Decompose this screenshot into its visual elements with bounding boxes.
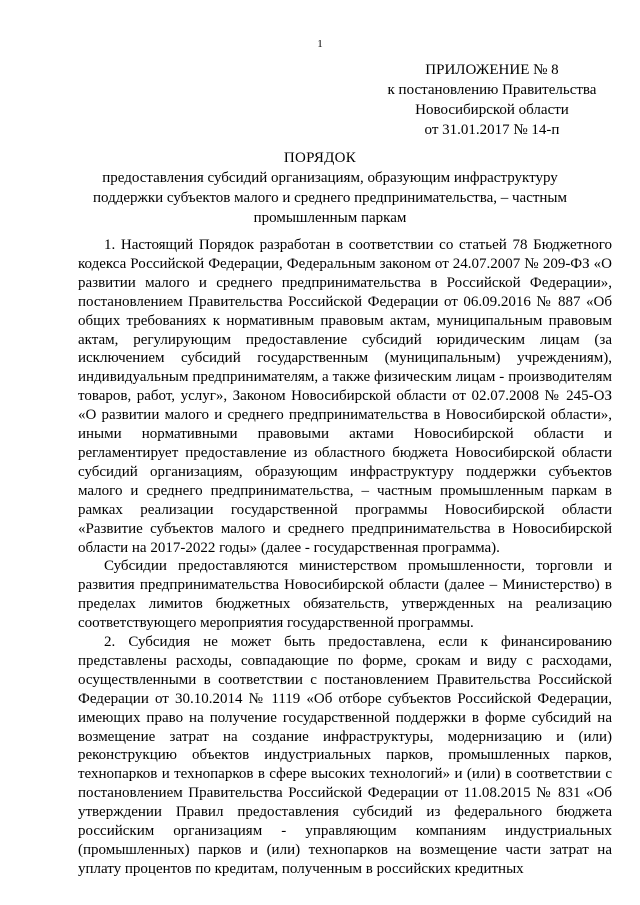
appendix-date-line: от 31.01.2017 № 14-п [424,122,560,138]
appendix-region-line: Новосибирской области [415,102,569,118]
paragraph: 2. Субсидия не может быть предоставлена, если к финансированию представлены расходы, совпадающие по форме, срокам и виду с расходами, осуществленными в соответствии с постановлением Правительства Российской Федерации от 30.10.2014 № 1119 «Об отборе субъектов Российской Федерации, имеющих право на получение государственной поддержки в форме субсидий на возмещение затрат на создание инфраструктуры, модернизацию и (или) реконструкцию объектов индустриальных парков, промышленных парков, технопарков и технопарков в сфере высоких технологий» и (или) в соответствии с постановлением Правительства Российской Федерации от 11.08.2015 № 831 «Об утверждении Правил предоставления субсидий из федерального бюджета российским организациям - управляющим компаниям индустриальных (промышленных) парков и (или) технопарков на возмещение части затрат на уплату процентов по кредитам, полученным в российских кредитных [78,634,612,877]
document-body [78,236,612,879]
appendix-title: ПРИЛОЖЕНИЕ № 8 [425,62,559,78]
paragraph: 1. Настоящий Порядок разработан в соответствии со статьей 78 Бюджетного кодекса Российской Федерации, Федеральным законом от 24.07.2007 № 209-ФЗ «О развитии малого и среднего предпринимательства в Российской Федерации», постановлением Правительства Российской Федерации от 06.09.2016 № 887 «Об общих требованиях к нормативным правовым актам, муниципальным правовым актам, регулирующим предоставление субсидий юридическим лицам (за исключением субсидий государственным (муниципальным) учреждениям), индивидуальным предпринимателям, а также физическим лицам - производителям товаров, работ, услуг», Законом Новосибирской области от 02.07.2008 № 245-ОЗ «О развитии малого и среднего предпринимательства в Новосибирской области», иными нормативными правовыми актами Новосибирской области и регламентирует предоставление из областного бюджета Новосибирской области субсидий организациям, образующим инфраструктуру поддержки субъектов малого и среднего предпринимательства, – частным промышленным паркам в рамках реализации государственной программы Новосибирской области «Развитие субъектов малого и среднего предпринимательства в Новосибирской области на 2017-2022 годы» (далее - государственная программа). [78,237,612,556]
document-subtitle: предоставления субсидий организациям, образующим инфраструктуру поддержки субъектов малого и среднего предпринимательства, – частным промышленным паркам [92,170,568,226]
appendix-block [372,60,612,140]
paragraph: Субсидии предоставляются министерством промышленности, торговли и развития предпринимательства Новосибирской области (далее – Министерство) в пределах лимитов бюджетных обязательств, утвержденных на реализацию соответствующего мероприятия государственной программы. [78,558,612,632]
page-number: 1 [317,38,323,50]
document-heading: ПОРЯДОК [283,150,357,166]
appendix-resolution-line: к постановлению Правительства [387,82,597,98]
